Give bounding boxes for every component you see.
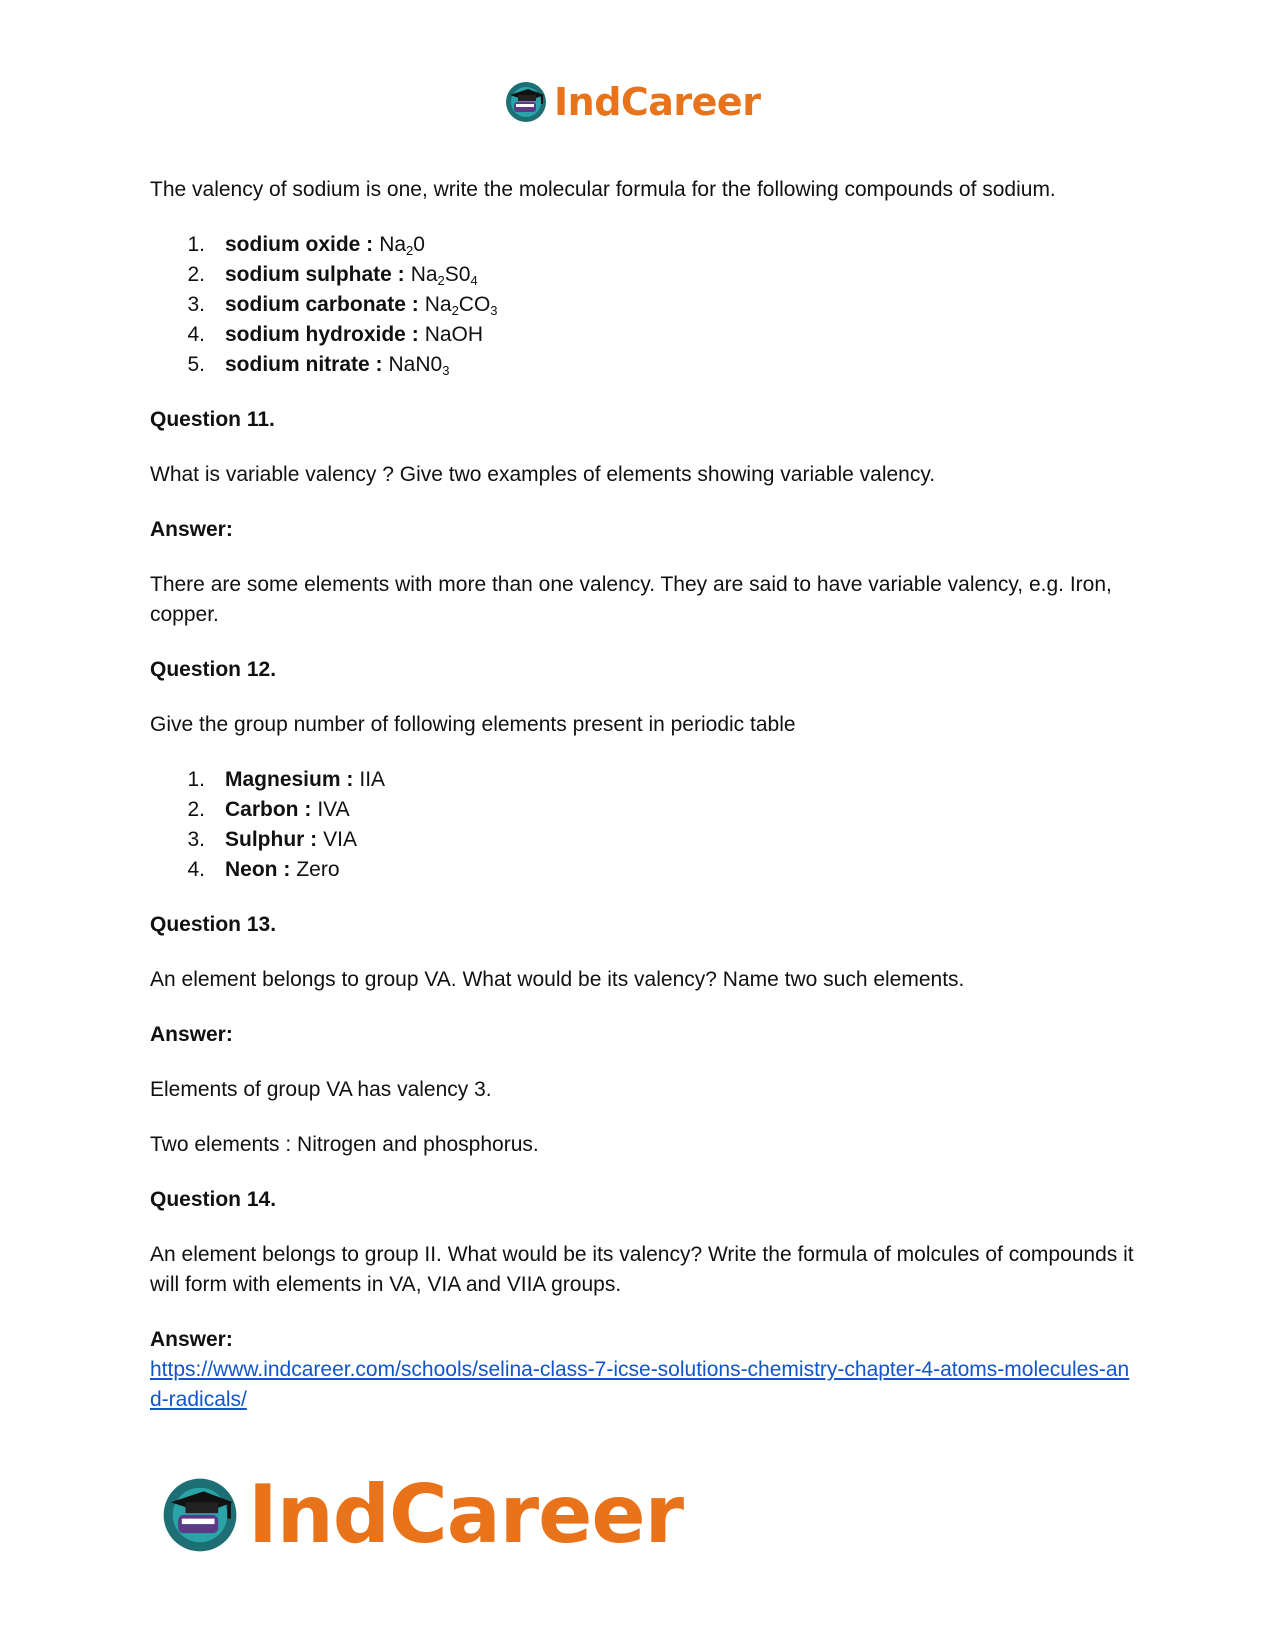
list-item <box>150 795 1140 825</box>
list-item <box>150 765 1140 795</box>
brand-wordmark: IndCareer <box>554 80 761 124</box>
list-number: 4. <box>187 858 205 881</box>
list-item <box>150 855 1140 885</box>
intro-text: The valency of sodium is one, write the molecular formula for the following compounds of sodium. <box>150 178 1056 201</box>
indcareer-logo-bottom <box>160 1468 683 1561</box>
brand-wordmark: IndCareer <box>248 1468 684 1561</box>
list-number: 2. <box>187 798 205 821</box>
formula: $NaN0_3$ <box>388 353 450 378</box>
question-12-heading: Question 12. <box>150 658 277 681</box>
list-item <box>150 260 1140 290</box>
question-11-text: What is variable valency ? Give two examples of elements showing variable valency. <box>150 463 936 486</box>
list-number: 1. <box>187 233 205 256</box>
group-value: VIA <box>323 828 358 851</box>
question-12-text: Give the group number of following elements present in periodic table <box>150 713 796 736</box>
compound-name: sodium carbonate : <box>225 293 419 316</box>
list-number: 3. <box>187 828 205 851</box>
list-item <box>150 825 1140 855</box>
question-14-text: An element belongs to group II. What would be its valency? Write the formula of molcules of compounds it will form with elements in VA, VIA and VIIA groups. <box>150 1243 1134 1296</box>
compound-name: sodium nitrate : <box>225 353 383 376</box>
group-value: IVA <box>317 798 350 821</box>
compound-name: sodium hydroxide : <box>225 323 419 346</box>
list-number: 4. <box>187 323 205 346</box>
list-item <box>150 290 1140 320</box>
element-name: Sulphur : <box>225 828 318 851</box>
list-number: 1. <box>187 768 205 791</box>
list-item <box>150 320 1140 350</box>
list-item <box>150 230 1140 260</box>
group-value: Zero <box>296 858 340 881</box>
list-number: 2. <box>187 263 205 286</box>
answer-link-paragraph <box>150 1355 1140 1415</box>
solutions-link[interactable]: https://www.indcareer.com/schools/selina-class-7-icse-solutions-chemistry-chapter-4-atoms-molecules-and-radicals/ <box>150 1358 1130 1411</box>
group-value: IIA <box>359 768 386 791</box>
formula: NaOH <box>424 323 484 346</box>
document-body <box>150 175 1140 1415</box>
question-14-answer-label: Answer: <box>150 1328 233 1351</box>
compound-name: sodium oxide : <box>225 233 374 256</box>
list-item <box>150 350 1140 380</box>
question-14-heading: Question 14. <box>150 1188 277 1211</box>
question-13-answer-2: Two elements : Nitrogen and phosphorus. <box>150 1133 539 1156</box>
indcareer-logo-top <box>504 80 760 124</box>
element-name: Magnesium : <box>225 768 354 791</box>
graduation-cap-icon <box>504 80 548 124</box>
group-number-list <box>150 765 1140 885</box>
list-number: 3. <box>187 293 205 316</box>
question-13-text: An element belongs to group VA. What would be its valency? Name two such elements. <box>150 968 965 991</box>
question-13-heading: Question 13. <box>150 913 277 936</box>
sodium-compounds-list <box>150 230 1140 380</box>
question-11-heading: Question 11. <box>150 408 275 431</box>
question-11-answer: There are some elements with more than one valency. They are said to have variable valency, e.g. Iron, copper. <box>150 573 1112 626</box>
formula: $Na_20$ <box>379 233 425 258</box>
question-13-answer-label: Answer: <box>150 1023 233 1046</box>
element-name: Neon : <box>225 858 291 881</box>
list-number: 5. <box>187 353 205 376</box>
formula: $Na_2S0_4$ <box>410 263 478 288</box>
question-13-answer-1: Elements of group VA has valency 3. <box>150 1078 492 1101</box>
formula: $Na_2CO_3$ <box>424 293 498 318</box>
question-11-answer-label: Answer: <box>150 518 233 541</box>
element-name: Carbon : <box>225 798 312 821</box>
compound-name: sodium sulphate : <box>225 263 405 286</box>
graduation-cap-icon <box>160 1475 240 1555</box>
